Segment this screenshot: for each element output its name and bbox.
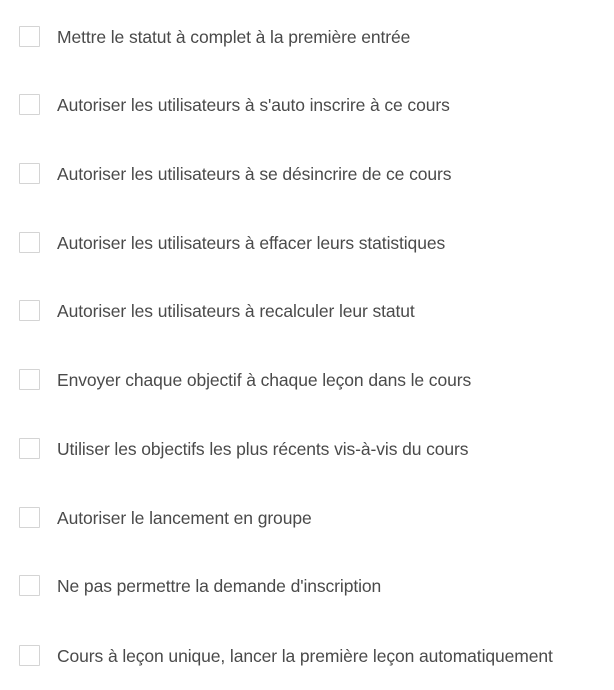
- option-allow-self-enroll[interactable]: [0, 89, 614, 121]
- option-complete-on-first-entry[interactable]: [0, 21, 614, 53]
- option-label: Autoriser le lancement en groupe: [57, 508, 312, 528]
- option-allow-clear-stats[interactable]: [0, 227, 614, 259]
- option-label: Autoriser les utilisateurs à recalculer leur statut: [57, 301, 415, 321]
- single-lesson-autolaunch-checkbox[interactable]: [19, 645, 40, 666]
- option-label: Autoriser les utilisateurs à se désincrire de ce cours: [57, 164, 452, 184]
- option-label: Utiliser les objectifs les plus récents vis-à-vis du cours: [57, 439, 469, 459]
- option-allow-recalculate-status[interactable]: [0, 295, 614, 327]
- option-label: Envoyer chaque objectif à chaque leçon dans le cours: [57, 370, 472, 390]
- option-label: Ne pas permettre la demande d'inscription: [57, 576, 382, 596]
- option-label: Autoriser les utilisateurs à effacer leurs statistiques: [57, 233, 446, 253]
- option-allow-group-launch[interactable]: [0, 502, 614, 534]
- option-label: Autoriser les utilisateurs à s'auto inscrire à ce cours: [57, 95, 450, 115]
- allow-self-enroll-checkbox[interactable]: [19, 94, 40, 115]
- option-label: Cours à leçon unique, lancer la première leçon automatiquement: [57, 646, 553, 666]
- option-disallow-enrollment-request[interactable]: [0, 570, 614, 602]
- option-allow-unenroll[interactable]: [0, 158, 614, 190]
- use-latest-objectives-checkbox[interactable]: [19, 438, 40, 459]
- option-single-lesson-autolaunch[interactable]: [0, 640, 614, 672]
- allow-unenroll-checkbox[interactable]: [19, 163, 40, 184]
- option-label: Mettre le statut à complet à la première entrée: [57, 27, 411, 47]
- complete-on-first-entry-checkbox[interactable]: [19, 26, 40, 47]
- allow-group-launch-checkbox[interactable]: [19, 507, 40, 528]
- allow-recalculate-status-checkbox[interactable]: [19, 300, 40, 321]
- option-use-latest-objectives[interactable]: [0, 433, 614, 465]
- option-send-objectives-each-lesson[interactable]: [0, 364, 614, 396]
- send-objectives-each-lesson-checkbox[interactable]: [19, 369, 40, 390]
- allow-clear-stats-checkbox[interactable]: [19, 232, 40, 253]
- disallow-enrollment-request-checkbox[interactable]: [19, 575, 40, 596]
